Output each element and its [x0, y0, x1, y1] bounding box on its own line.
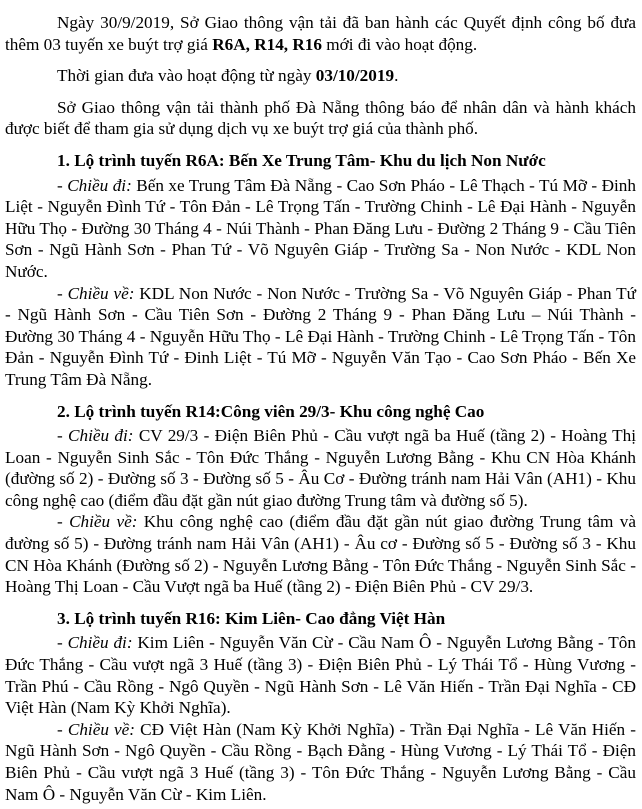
route-outbound — [5, 632, 636, 718]
return-label: Chiều về: — [67, 283, 135, 303]
route-heading: 2. Lộ trình tuyến R14:Công viên 29/3- Khu công nghệ Cao — [57, 401, 485, 421]
start-date-suffix: . — [394, 66, 399, 86]
outbound-stops: Kim Liên - Nguyễn Văn Cừ - Cầu Nam Ô - Nguyễn Lương Bằng - Tôn Đức Thắng - Cầu vượt ngã 3 Huế (tầng 3) - Điện Biên Phủ - Lý Thái Tổ - Hùng Vương - Trần Phú - Cầu Rồng - Ngô Quyền - Ngũ Hành Sơn - Lê Văn Hiến - Trần Đại Nghĩa - CĐ Việt Hàn (Nam Kỳ Khởi Nghĩa). — [5, 633, 636, 718]
start-date: 03/10/2019 — [315, 66, 395, 86]
route-heading: 1. Lộ trình tuyến R6A: Bến Xe Trung Tâm- Khu du lịch Non Nước — [57, 150, 546, 170]
intro-text: mới đi vào hoạt động. — [322, 34, 478, 54]
route-section-r16 — [5, 608, 636, 805]
route-codes: R6A, R14, R16 — [212, 34, 322, 54]
route-section-r6a — [5, 150, 636, 391]
return-label: Chiều về: — [67, 719, 136, 739]
intro-paragraph-start-date — [5, 65, 636, 87]
dash: - — [57, 283, 68, 303]
return-label: Chiều về: — [69, 512, 138, 532]
outbound-label: Chiều đi: — [67, 175, 132, 195]
intro-paragraph-notice: Sở Giao thông vận tải thành phố Đà Nẵng thông báo để nhân dân và hành khách được biết để tham gia sử dụng dịch vụ xe buýt trợ giá của thành phố. — [5, 97, 636, 139]
outbound-stops: CV 29/3 - Điện Biên Phủ - Cầu vượt ngã ba Huế (tầng 2) - Hoàng Thị Loan - Nguyễn Sinh Sắc - Tôn Đức Thắng - Nguyễn Lương Bằng - Khu CN Hòa Khánh (đường số 2) - Đường số 3 - Đường số 5 - Âu Cơ - Đường tránh nam Hải Vân (AH1) - Khu công nghệ cao (điểm đầu đặt gần nút giao đường Trung tâm và đường số 5). — [5, 426, 636, 510]
route-return — [5, 511, 636, 597]
return-stops: CĐ Việt Hàn (Nam Kỳ Khởi Nghĩa) - Trần Đại Nghĩa - Lê Văn Hiến - Ngũ Hành Sơn - Ngô Quyền - Cầu Rồng - Bạch Đằng - Hùng Vương - Lý Thái Tổ - Điện Biên Phủ - Cầu vượt ngã 3 Huế (tầng 3) - Tôn Đức Thắng - Nguyễn Lương Bằng - Cầu Nam Ô - Nguyễn Văn Cừ - Kim Liên. — [5, 719, 636, 804]
outbound-label: Chiều đi: — [68, 426, 134, 446]
dash: - — [57, 633, 68, 653]
route-return — [5, 283, 636, 391]
route-section-r14 — [5, 401, 636, 598]
outbound-label: Chiều đi: — [67, 633, 133, 653]
return-stops: KDL Non Nước - Non Nước - Trường Sa - Võ Nguyên Giáp - Phan Tứ - Ngũ Hành Sơn - Cầu Tiên Sơn - Đường 2 Tháng 9 - Phan Đăng Lưu – Núi Thành - Đường 30 Tháng 4 - Nguyễn Hữu Thọ - Lê Đại Hành - Trường Chinh - Lê Trọng Tấn - Tôn Đản - Nguyễn Đình Tứ - Đinh Liệt - Tú Mỡ - Nguyễn Văn Tạo - Cao Sơn Pháo - Bến Xe Trung Tâm Đà Nẵng. — [5, 283, 636, 389]
dash: - — [57, 512, 70, 532]
intro-text: Ngày 30/9/2019, Sở Giao thông vận tải đã ban hành các Quyết định công bố đưa thêm 03 tuyến xe buýt trợ giá — [5, 13, 636, 54]
dash: - — [57, 426, 69, 446]
dash: - — [57, 175, 68, 195]
intro-paragraph-announcement — [5, 12, 636, 55]
route-return — [5, 719, 636, 805]
route-heading: 3. Lộ trình tuyến R16: Kim Liên- Cao đẳng Việt Hàn — [57, 608, 446, 628]
outbound-stops: Bến xe Trung Tâm Đà Nẵng - Cao Sơn Pháo - Lê Thạch - Tú Mỡ - Đinh Liệt - Nguyễn Đình Tứ - Tôn Đản - Lê Trọng Tấn - Trường Chinh - Lê Đại Hành - Nguyễn Hữu Thọ - Đường 30 Tháng 4 - Núi Thành - Phan Đăng Lưu - Đường 2 Tháng 9 - Cầu Tiên Sơn - Ngũ Hành Sơn - Phan Tứ - Võ Nguyên Giáp - Trường Sa - Non Nước - KDL Non Nước. — [5, 175, 636, 281]
return-stops: Khu công nghệ cao (điểm đầu đặt gần nút giao đường Trung tâm và đường số 5) - Đường tránh nam Hải Vân (AH1) - Âu cơ - Đường số 5 - Đường số 3 - Khu CN Hòa Khánh (Đường số 2) - Nguyễn Lương Bằng - Tôn Đức Thắng - Nguyễn Sinh Sắc - Hoàng Thị Loan - Cầu Vượt ngã ba Huế (tầng 2) - Điện Biên Phủ - CV 29/3. — [5, 512, 636, 597]
dash: - — [57, 719, 68, 739]
route-outbound — [5, 425, 636, 511]
route-outbound — [5, 175, 636, 283]
start-date-label: Thời gian đưa vào hoạt động từ ngày — [57, 66, 316, 86]
